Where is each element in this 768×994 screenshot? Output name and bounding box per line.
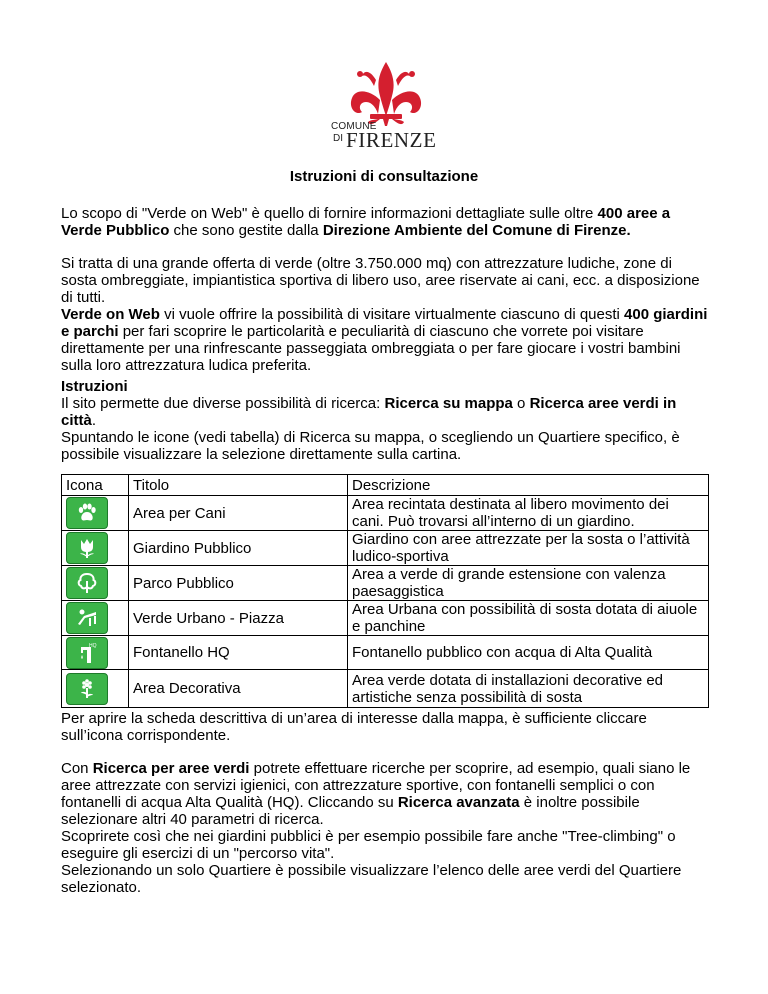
row-title: Giardino Pubblico xyxy=(129,531,348,566)
header-descrizione: Descrizione xyxy=(348,475,709,496)
header-titolo: Titolo xyxy=(129,475,348,496)
description-bold-1: Verde on Web xyxy=(61,306,160,323)
instructions-bold-1: Ricerca su mappa xyxy=(384,395,513,412)
tree-icon xyxy=(66,567,108,599)
paw-icon xyxy=(66,497,108,529)
description-paragraph xyxy=(61,255,711,374)
logo-di-text: DI xyxy=(333,133,343,144)
table-row xyxy=(62,531,709,566)
row-description: Giardino con aree attrezzate per la sosta o l’attività ludico-sportiva xyxy=(348,531,709,566)
logo-firenze-text: FIRENZE xyxy=(346,128,437,152)
row-description: Area Urbana con possibilità di sosta dotata di aiuole e panchine xyxy=(348,601,709,636)
instructions-text-4: Spuntando le icone (vedi tabella) di Ricerca su mappa, o scegliendo un Quartiere specifico, è possibile visualizzare la selezione direttamente sulla cartina. xyxy=(61,429,680,463)
search-text-2: potrete effettuare ricerche per scoprire, ad esempio, quali siano le aree attrezzate con servizi igienici, con attrezzature sportive, con fontanelli semplici o con fontanelli di acqua Alta Qualità (HQ). Cliccando su xyxy=(61,760,691,811)
intro-bold-1: 400 aree a Verde Pubblico xyxy=(61,205,671,239)
row-title: Area Decorativa xyxy=(129,670,348,708)
description-text-1: Si tratta di una grande offerta di verde (oltre 3.750.000 mq) con attrezzature ludiche, zone di sosta ombreggiate, impiantistica sportiva di libero uso, aree riservate ai cani, ecc. a disposizione di tutti. xyxy=(61,255,700,306)
row-title: Fontanello HQ xyxy=(129,636,348,670)
search-text-4: Scoprirete così che nei giardini pubblici è per esempio possibile fare anche "Tree-climbing" o eseguire gli esercizi di un "percorso vita". xyxy=(61,828,676,862)
bench-icon xyxy=(66,602,108,634)
table-row xyxy=(62,566,709,601)
search-text-1: Con xyxy=(61,760,93,777)
row-description: Fontanello pubblico con acqua di Alta Qualità xyxy=(348,636,709,670)
search-bold-2: Ricerca avanzata xyxy=(397,794,520,811)
description-bold-2: 400 giardini e parchi xyxy=(61,306,708,340)
advanced-search-paragraph xyxy=(61,760,711,896)
intro-text-2: che sono gestite dalla xyxy=(169,222,323,239)
table-row xyxy=(62,670,709,708)
intro-text-1: Lo scopo di "Verde on Web" è quello di fornire informazioni dettagliate sulle oltre xyxy=(61,205,598,222)
row-title: Verde Urbano - Piazza xyxy=(129,601,348,636)
row-description: Area a verde di grande estensione con valenza paesaggistica xyxy=(348,566,709,601)
search-bold-1: Ricerca per aree verdi xyxy=(92,760,250,777)
instructions-text-3: . xyxy=(91,412,97,429)
row-description: Area recintata destinata al libero movimento dei cani. Può trovarsi all’interno di un giardino. xyxy=(348,496,709,531)
click-hint-paragraph: Per aprire la scheda descrittiva di un’area di interesse dalla mappa, è sufficiente cliccare sull’icona corrispondente. xyxy=(61,710,647,744)
table-row xyxy=(62,496,709,531)
instructions-bold-2: Ricerca aree verdi in città xyxy=(61,395,677,429)
instructions-text-1: Il sito permette due diverse possibilità di ricerca: xyxy=(61,395,385,412)
row-title: Parco Pubblico xyxy=(129,566,348,601)
row-description: Area verde dotata di installazioni decorative ed artistiche senza possibilità di sosta xyxy=(348,670,709,708)
intro-bold-2: Direzione Ambiente del Comune di Firenze. xyxy=(322,222,631,239)
row-title: Area per Cani xyxy=(129,496,348,531)
search-text-3: è inoltre possibile selezionare altri 40 parametri di ricerca. xyxy=(61,794,640,828)
page-title: Istruzioni di consultazione xyxy=(289,168,479,185)
table-row xyxy=(62,601,709,636)
search-text-5: Selezionando un solo Quartiere è possibile visualizzare l’elenco delle aree verdi del Quartiere selezionato. xyxy=(61,862,682,896)
intro-paragraph xyxy=(61,205,711,239)
svg-text:HQ: HQ xyxy=(89,642,97,649)
fountain-icon xyxy=(66,637,108,669)
instructions-heading: Istruzioni xyxy=(61,378,128,395)
tulip-icon xyxy=(66,532,108,564)
flower-icon xyxy=(66,673,108,705)
instructions-text-2: o xyxy=(512,395,530,412)
table-header-row xyxy=(62,475,709,496)
table-row xyxy=(62,636,709,670)
description-text-3: per fari scoprire le particolarità e peculiarità di ciascuno che vorrete poi visitare direttamente per una rinfrescante passeggiata ombreggiata o per fare giocare i vostri bambini sulla loro attrezzatura ludica preferita. xyxy=(61,323,681,374)
icon-legend-table xyxy=(61,474,709,708)
description-text-2: vi vuole offrire la possibilità di visitare virtualmente ciascuno di questi xyxy=(159,306,625,323)
instructions-section xyxy=(61,378,711,463)
logo-comune-text: COMUNE xyxy=(331,121,377,132)
header-icona: Icona xyxy=(62,475,129,496)
